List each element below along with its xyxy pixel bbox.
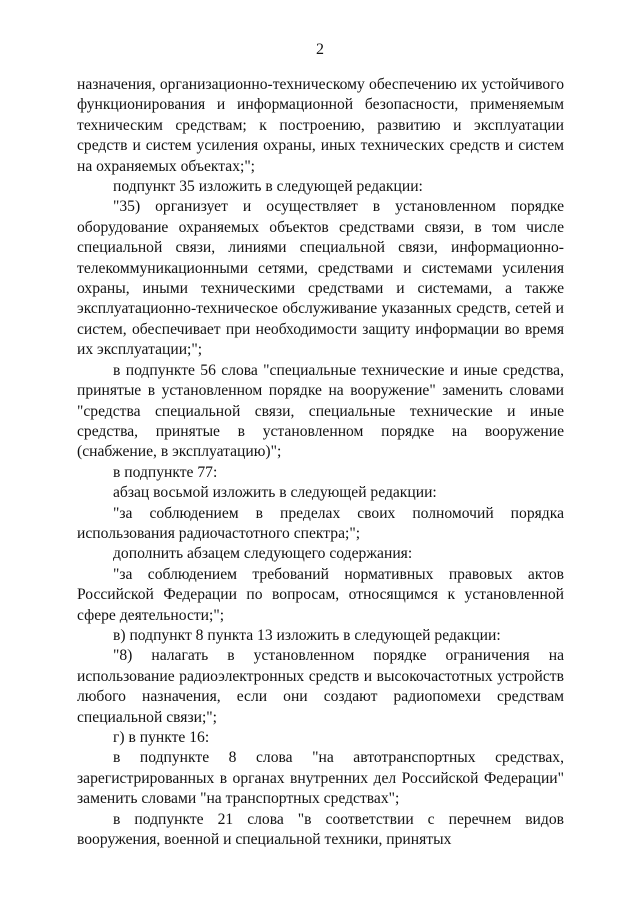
- paragraph: в подпункте 56 слова "специальные технические и иные средства, принятые в установленном порядке на вооружение" заменить словами "средства специальной связи, специальные технические и иные средства, принятые в установленном порядке на вооружение (снабжение, в эксплуатацию)";: [77, 361, 564, 461]
- paragraph-continued: назначения, организационно-техническому обеспечению их устойчивого функционирования и информационной безопасности, применяемым техническим средствам; к построению, развитию и эксплуатации средств и систем усиления охраны, иных технических средств и систем на охраняемых объектах;";: [77, 76, 564, 175]
- paragraph: "за соблюдением требований нормативных правовых актов Российской Федерации по вопросам, относящимся к установленной сфере деятельности;";: [77, 565, 564, 624]
- paragraph: "8) налагать в установленном порядке ограничения на использование радиоэлектронных средств и высокочастотных устройств любого назначения, если они создают радиопомехи средствам специальной связи;";: [77, 647, 564, 726]
- page-number: 2: [316, 41, 324, 58]
- paragraph: г) в пункте 16:: [113, 729, 210, 746]
- paragraph: "35) организует и осуществляет в установленном порядке оборудование охраняемых объектов средствами связи, в том числе специальной связи, линиями специальной связи, информационно-телекоммуникационными сетями, средствами и системами усиления охраны, иными техническими средствами и системами, а также эксплуатационно-техническое обслуживание указанных средств, сетей и систем, обеспечивает при необходимости защиту информации во время их эксплуатации;";: [77, 198, 564, 359]
- paragraph: дополнить абзацем следующего содержания:: [113, 545, 413, 563]
- paragraph: "за соблюдением в пределах своих полномочий порядка использования радиочастотного спектра;";: [77, 504, 564, 542]
- paragraph: в подпункте 8 слова "на автотранспортных средствах, зарегистрированных в органах внутренних дел Российской Федерации" заменить словами "на транспортных средствах";: [77, 749, 564, 808]
- paragraph: абзац восьмой изложить в следующей редакции:: [113, 484, 437, 502]
- paragraph: в подпункте 77:: [113, 463, 218, 481]
- paragraph: подпункт 35 изложить в следующей редакции:: [113, 178, 423, 196]
- paragraph: в подпункте 21 слова "в соответствии с перечнем видов вооружения, военной и специальной техники, принятых: [77, 810, 564, 849]
- paragraph: в) подпункт 8 пункта 13 изложить в следующей редакции:: [113, 626, 501, 644]
- document-body: [77, 75, 564, 850]
